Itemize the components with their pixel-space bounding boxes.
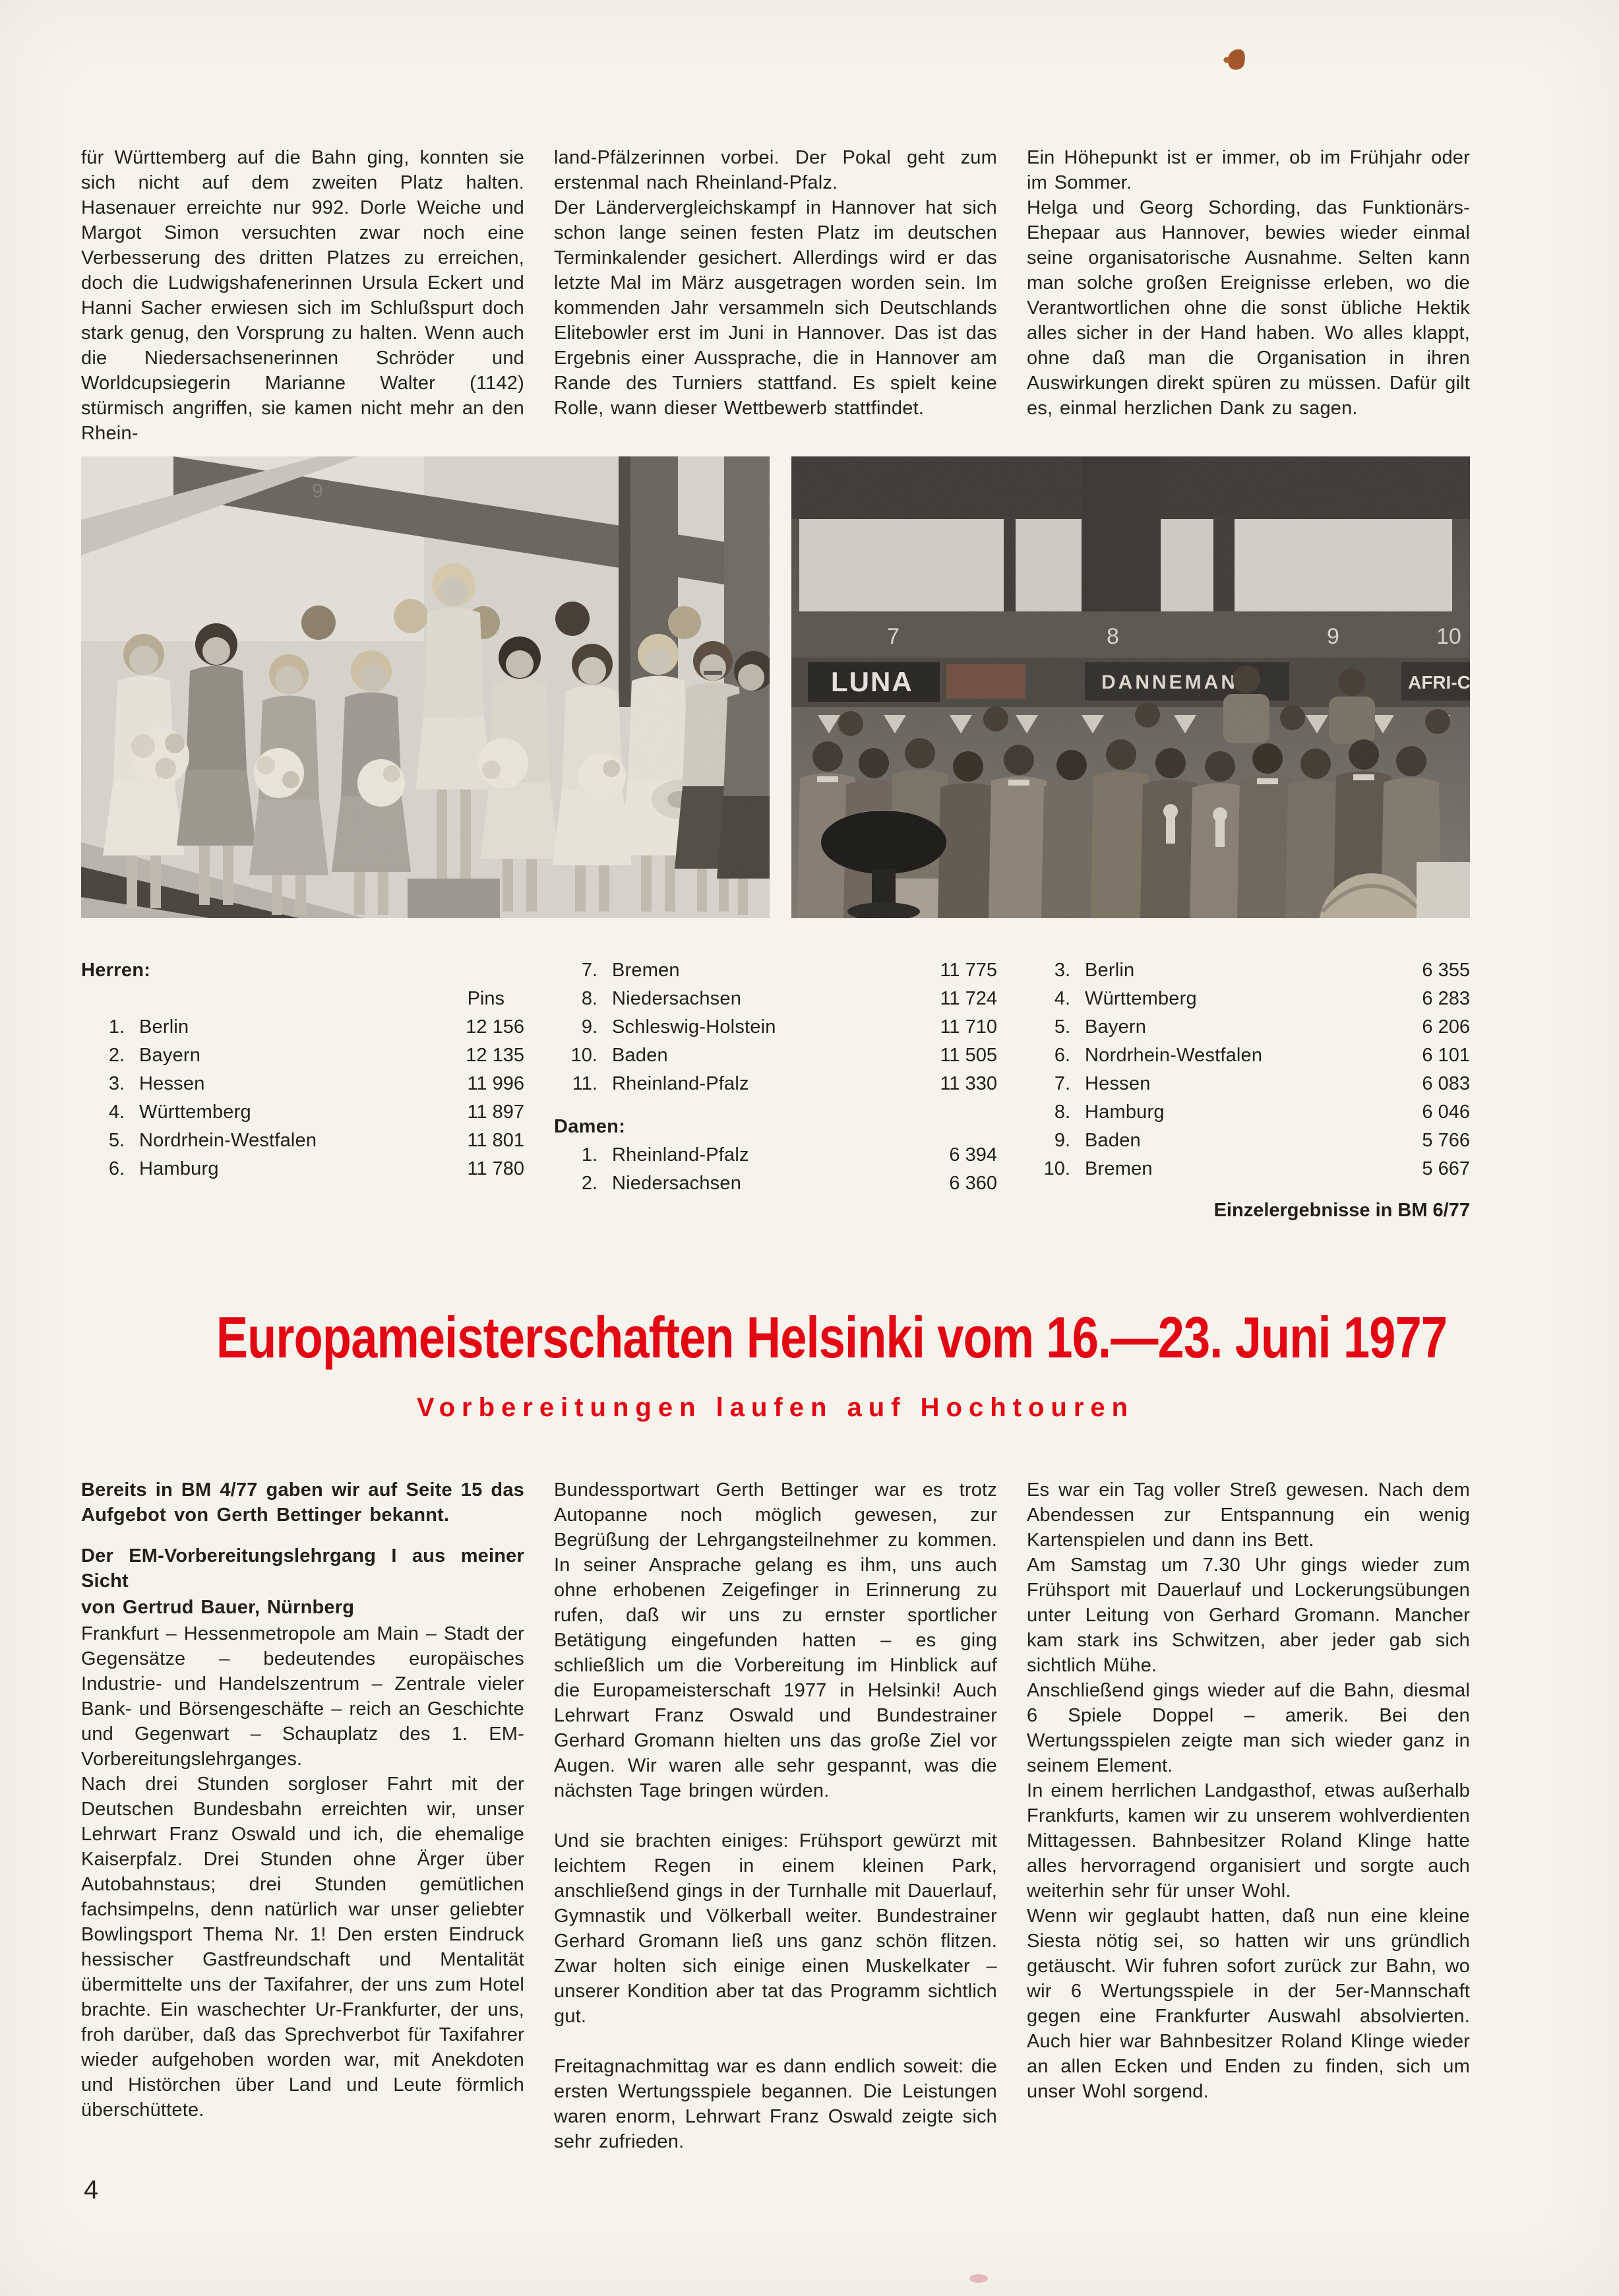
result-row [1027, 1098, 1470, 1127]
photo-row [81, 456, 1470, 918]
photo-mens-teams-bowling-alley [791, 456, 1470, 918]
em-article-column-2 [554, 1477, 997, 2154]
paragraph: Am Samstag um 7.30 Uhr gings wieder zum Frühsport mit Dauerlauf und Lockerungsübungen unter Leitung von Gerhard Gromann. Mancher kam stark ins Schwitzen, aber jeder gab sich sichtlich Mühe. [1027, 1555, 1470, 1676]
result-pins: 11 780 [467, 1158, 524, 1179]
result-row [554, 1169, 997, 1198]
em-article [81, 1477, 1470, 2154]
result-pins: 11 505 [940, 1045, 997, 1066]
top-article-column-1 [81, 145, 524, 446]
result-pins: 6 101 [1422, 1045, 1470, 1066]
result-rank: 6. [1054, 1045, 1070, 1066]
result-rank: 3. [108, 1073, 125, 1094]
result-rank: 10. [1043, 1158, 1070, 1179]
result-row [81, 1041, 524, 1070]
result-team: Hamburg [1085, 1101, 1165, 1123]
result-row [81, 1098, 524, 1127]
paragraph: Nach drei Stunden sorgloser Fahrt mit der Deutschen Bundesbahn erreichten wir, unser Lehrwart Franz Oswald und ich, die ehemalige Kaiserpfalz. Drei Stunden ohne Ärger über Autobahnstaus; drei Stunden gemütlichen fachsimpelns, denn natürlich war unser geliebter Bowlingsport Thema Nr. 1! Den ersten Eindruck hessischer Gastfreundschaft und Mentalität übermittelte uns der Taxifahrer, der uns zum Hotel brachte. Ein waschechter Ur-Frankfurter, der uns, froh darüber, daß das Sprechverbot für Taxifahrer wieder aufgehoben worden war, mit Anekdoten und Histörchen über Land und Leute förmlich überschüttete. [81, 1774, 524, 2121]
result-team: Berlin [1085, 960, 1135, 981]
result-row [81, 1070, 524, 1098]
result-pins: 11 996 [467, 1073, 524, 1094]
result-pins: 12 156 [466, 1016, 524, 1038]
result-pins: 11 330 [940, 1073, 997, 1094]
result-team: Nordrhein-Westfalen [139, 1130, 317, 1151]
result-team: Bayern [1085, 1016, 1147, 1038]
result-pins: 6 355 [1422, 960, 1470, 981]
paragraph: Bundessportwart Gerth Bettinger war es trotz Autopanne noch möglich gewesen, zur Begrüßung der Lehrgangsteilnehmer zu kommen. In seiner Ansprache gelang es ihm, uns auch ohne erhobenen Zeigefinger in Erinnerung zu rufen, daß wir uns zu ernster sportlicher Betätigung eingefunden hatten – es ging schließlich um die Vorbereitung im Hinblick auf die Europameisterschaft 1977 in Helsinki! Auch Lehrwart Franz Oswald und Bundestrainer Gerhard Gromann hielten uns das große Ziel vor Augen. Wir waren alle sehr gespannt, was die nächsten Tage bringen würden. [554, 1479, 997, 1801]
article-heading: Der EM-Vorbereitungslehrgang I aus meiner Sicht [81, 1545, 524, 1592]
paragraph: Der Ländervergleichskampf in Hannover hat sich schon lange seinen festen Platz im deutschen Terminkalender gesichert. Allerdings wird er das letzte Mal im März ausgetragen worden sein. Im kommenden Jahr versammeln sich Deutschlands Elitebowler erst im Juni in Hannover. Das ist das Ergebnis einer Aussprache, die in Hannover am Rande des Turniers stattfand. Es spielt keine Rolle, wann dieser Wettbewerb stattfindet. [554, 197, 997, 419]
result-team: Nordrhein-Westfalen [1085, 1045, 1263, 1066]
result-team: Hessen [1085, 1073, 1151, 1094]
result-rank: 11. [572, 1073, 597, 1094]
results-column-herren-7-11-damen-1-2 [554, 956, 997, 1225]
result-team: Hessen [139, 1073, 205, 1094]
result-team: Rheinland-Pfalz [612, 1144, 749, 1165]
article-byline: von Gertrud Bauer, Nürnberg [81, 1597, 355, 1618]
paragraph: für Württemberg auf die Bahn ging, konnten sie sich nicht auf dem zweiten Platz halten. Hasenauer erreichte nur 992. Dorle Weiche und Margot Simon versuchten zwar noch eine Verbesserung des dritten Platzes zu erreichen, doch die Ludwigshafenerinnen Ursula Eckert und Hanni Sacher erwiesen sich im Schlußspurt doch stark genug, den Vorsprung zu halten. Wenn auch die Niedersachsenerinnen Schröder und Worldcupsiegerin Marianne Walter (1142) stürmisch angriffen, sie kamen nicht mehr an den Rhein- [81, 147, 524, 444]
results-tables [81, 956, 1470, 1225]
result-rank: 9. [1054, 1130, 1070, 1151]
result-team: Baden [612, 1045, 668, 1066]
top-article-column-3 [1027, 145, 1470, 446]
result-pins: 6 394 [949, 1144, 997, 1165]
damen-rows-1-2 [554, 1141, 997, 1198]
result-row [554, 985, 997, 1013]
result-rank: 3. [1054, 960, 1070, 981]
paragraph: Wenn wir geglaubt hatten, daß nun eine kleine Siesta nötig sei, so hatten wir uns gründlich getäuscht. Wir fuhren sofort zurück zur Bahn, wo wir 6 Wertungsspiele in der 5er-Mannschaft gegen eine Frankfurter Auswahl absolvierten. Auch hier war Bahnbesitzer Roland Klinge wieder an allen Ecken und Enden zu finden, sich um unser Wohl sorgend. [1027, 1906, 1470, 2102]
result-row [81, 1013, 524, 1041]
herren-rows-1-6 [81, 1013, 524, 1183]
result-team: Württemberg [1085, 988, 1197, 1009]
result-team: Bremen [1085, 1158, 1153, 1179]
headline-subtitle: Vorbereitungen laufen auf Hochtouren [416, 1393, 1135, 1422]
result-row [1027, 1041, 1470, 1070]
result-team: Niedersachsen [612, 988, 742, 1009]
result-row [1027, 956, 1470, 985]
photo-womens-award-ceremony [81, 456, 770, 918]
result-row [554, 1013, 997, 1041]
paragraph: Frankfurt – Hessenmetropole am Main – Stadt der Gegensätze – bedeutendes europäisches Industrie- und Handelszentrum – Zentrale vieler Bank- und Börsengeschäfte – reich an Geschichte und Gegenwart – Schauplatz des 1. EM-Vorbereitungslehrganges. [81, 1623, 524, 1770]
result-rank: 7. [581, 960, 597, 981]
article-intro: Bereits in BM 4/77 gaben wir auf Seite 15 das Aufgebot von Gerth Bettinger bekannt. [81, 1479, 524, 1526]
result-pins: 6 083 [1422, 1073, 1470, 1094]
result-rank: 7. [1054, 1073, 1070, 1094]
result-rank: 9. [581, 1016, 597, 1038]
paragraph: In einem herrlichen Landgasthof, etwas außerhalb Frankfurts, kamen wir zu unserem wohlverdienten Mittagessen. Bahnbesitzer Roland Klinge hatte alles hervorragend organisiert und sorgte auch weiterhin sehr für unser Wohl. [1027, 1780, 1470, 1902]
result-team: Schleswig-Holstein [612, 1016, 776, 1038]
result-row [554, 1041, 997, 1070]
em-article-column-3 [1027, 1477, 1470, 2154]
pins-column-header: Pins [467, 988, 504, 1009]
result-team: Berlin [139, 1016, 189, 1038]
result-rank: 6. [108, 1158, 125, 1179]
result-team: Baden [1085, 1130, 1141, 1151]
result-row [554, 1141, 997, 1169]
result-team: Niedersachsen [612, 1173, 742, 1194]
result-pins: 5 667 [1422, 1158, 1470, 1179]
result-row [1027, 1155, 1470, 1183]
em-article-column-1 [81, 1477, 524, 2154]
result-rank: 4. [108, 1101, 125, 1123]
results-footnote: Einzelergebnisse in BM 6/77 [1213, 1200, 1470, 1221]
results-column-damen-3-10 [1027, 956, 1470, 1225]
top-article-column-2 [554, 145, 997, 446]
result-pins: 6 283 [1422, 988, 1470, 1009]
result-pins: 12 135 [466, 1045, 524, 1066]
ink-blot [1226, 47, 1248, 71]
herren-rows-7-11 [554, 956, 997, 1098]
result-team: Württemberg [139, 1101, 251, 1123]
result-rank: 2. [108, 1045, 125, 1066]
result-team: Rheinland-Pfalz [612, 1073, 749, 1094]
result-pins: 6 360 [949, 1173, 997, 1194]
result-row [554, 1070, 997, 1098]
result-pins: 11 710 [940, 1016, 997, 1038]
damen-label: Damen: [554, 1116, 626, 1137]
result-pins: 11 801 [467, 1130, 524, 1151]
result-rank: 5. [108, 1130, 125, 1151]
result-row [1027, 1127, 1470, 1155]
result-pins: 11 724 [940, 988, 997, 1009]
result-rank: 1. [581, 1144, 597, 1165]
top-article [81, 145, 1470, 446]
result-pins: 6 206 [1422, 1016, 1470, 1038]
result-rank: 8. [1054, 1101, 1070, 1123]
damen-rows-3-10 [1027, 956, 1470, 1183]
paragraph: Ein Höhepunkt ist er immer, ob im Frühjahr oder im Sommer. [1027, 147, 1470, 193]
result-team: Hamburg [139, 1158, 219, 1179]
paragraph: land-Pfälzerinnen vorbei. Der Pokal geht zum erstenmal nach Rheinland-Pfalz. [554, 147, 997, 193]
result-pins: 6 046 [1422, 1101, 1470, 1123]
result-rank: 10. [570, 1045, 597, 1066]
paragraph: Und sie brachten einiges: Frühsport gewürzt mit leichtem Regen in einem kleinen Park, anschließend gings in der Turnhalle mit Dauerlauf, Gymnastik und Völkerball weiter. Bundestrainer Gerhard Gromann ließ uns ganz schön flitzen. Zwar holten sich einige einen Muskelkater – unserer Kondition aber tat das Programm sichtlich gut. [554, 1830, 997, 2027]
result-row [81, 1127, 524, 1155]
result-rank: 1. [108, 1016, 125, 1038]
page-number: 4 [84, 2175, 99, 2204]
result-pins: 11 775 [940, 960, 997, 981]
headline-title: Europameisterschaften Helsinki vom 16.—23. Juni 1977 [216, 1305, 1448, 1370]
pink-smudge [969, 2274, 988, 2283]
result-rank: 4. [1054, 988, 1070, 1009]
herren-label: Herren: [81, 960, 151, 981]
result-row [1027, 985, 1470, 1013]
result-row [554, 956, 997, 985]
result-row [1027, 1070, 1470, 1098]
paragraph: Es war ein Tag voller Streß gewesen. Nach dem Abendessen zur Entspannung ein wenig Kartenspielen und dann ins Bett. [1027, 1479, 1470, 1551]
result-team: Bremen [612, 960, 680, 981]
paragraph: Helga und Georg Schording, das Funktionärs-Ehepaar aus Hannover, bewies wieder einmal seine organisatorische Ausnahme. Selten kann man solche großen Ereignisse erleben, wo die Verantwortlichen ohne die sonst übliche Hektik alles sicher in der Hand haben. Wo alles klappt, ohne daß man die Organisation in ihren Auswirkungen direkt spüren zu müssen. Dafür gilt es, einmal herzlichen Dank zu sagen. [1027, 197, 1470, 419]
paragraph: Freitagnachmittag war es dann endlich soweit: die ersten Wertungsspiele begannen. Die Leistungen waren enorm, Lehrwart Franz Oswald zeigte sich sehr zufrieden. [554, 2056, 997, 2152]
result-rank: 2. [581, 1173, 597, 1194]
result-rank: 8. [581, 988, 597, 1009]
result-row [81, 1155, 524, 1183]
results-column-herren-1-6 [81, 956, 524, 1225]
headline-block [81, 1305, 1470, 1422]
result-rank: 5. [1054, 1016, 1070, 1038]
result-team: Bayern [139, 1045, 201, 1066]
paragraph: Anschließend gings wieder auf die Bahn, diesmal 6 Spiele Doppel – amerik. Bei den Wertungsspielen zeigte man sich wieder ganz in seinem Element. [1027, 1680, 1470, 1776]
result-pins: 11 897 [467, 1101, 524, 1123]
result-pins: 5 766 [1422, 1130, 1470, 1151]
result-row [1027, 1013, 1470, 1041]
